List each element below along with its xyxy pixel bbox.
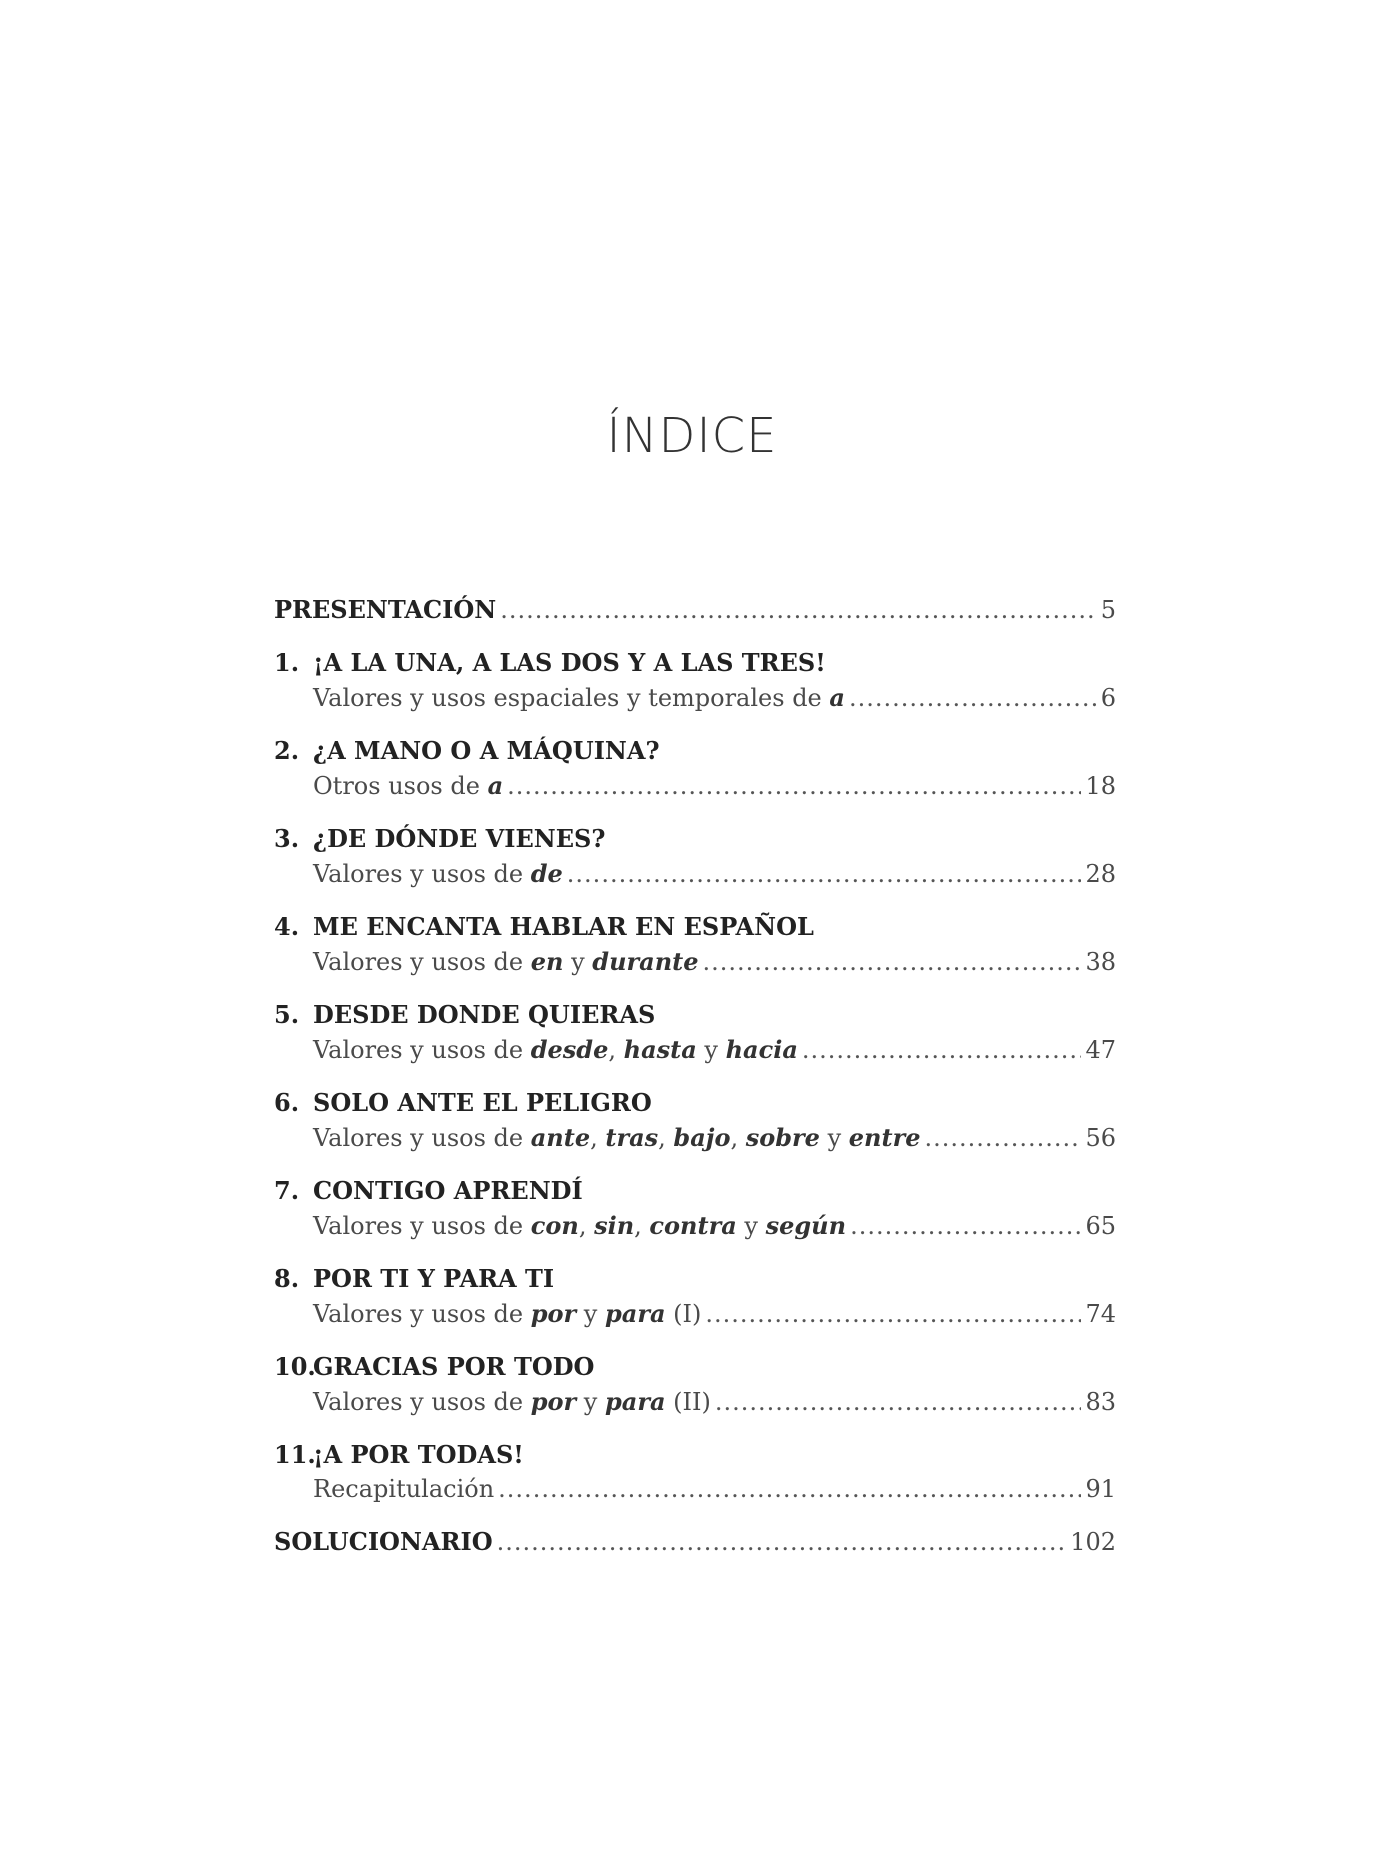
- chapter-number: 11.: [274, 1440, 316, 1469]
- chapter-subtitle: [313, 1296, 701, 1332]
- preposition: ante: [530, 1123, 591, 1152]
- chapter-subtitle: [313, 1120, 920, 1156]
- chapter-number: 4.: [274, 912, 300, 941]
- dot-leader: [705, 1297, 1081, 1332]
- toc-entry-chapter: [274, 1085, 1116, 1156]
- chapter-number: 3.: [274, 824, 300, 853]
- dot-leader: [703, 945, 1082, 980]
- toc-entry-chapter: [274, 1437, 1116, 1507]
- dot-leader: [802, 1033, 1082, 1068]
- toc-page-number: 83: [1085, 1388, 1116, 1416]
- subtitle-text: Otros usos de: [313, 772, 488, 800]
- chapter-subtitle: [313, 1384, 711, 1420]
- toc-entry-chapter: [274, 1261, 1116, 1332]
- chapter-subtitle: [313, 1032, 798, 1068]
- chapter-subtitle: [313, 680, 845, 716]
- toc-page-number: 18: [1085, 772, 1116, 800]
- subtitle-text: ,: [634, 1212, 650, 1240]
- chapter-subtitle: [313, 944, 699, 980]
- chapter-title: ¡A LA UNA, A LAS DOS Y A LAS TRES!: [313, 648, 826, 677]
- preposition: para: [605, 1387, 666, 1416]
- toc-label: PRESENTACIÓN: [274, 595, 497, 624]
- subtitle-text: Valores y usos de: [313, 860, 531, 888]
- chapter-subtitle: [313, 856, 563, 892]
- subtitle-text: Recapitulación: [313, 1475, 495, 1503]
- preposition: de: [530, 859, 563, 888]
- chapter-title: DESDE DONDE QUIERAS: [313, 1000, 656, 1029]
- toc-page-number: 47: [1085, 1036, 1116, 1064]
- preposition: a: [487, 771, 504, 800]
- chapter-title: ¡A POR TODAS!: [313, 1440, 524, 1469]
- chapter-title: CONTIGO APRENDÍ: [313, 1176, 583, 1205]
- chapter-number: 10.: [274, 1352, 316, 1381]
- subtitle-text: y: [563, 948, 593, 976]
- preposition: sobre: [745, 1123, 820, 1152]
- chapter-title: ¿DE DÓNDE VIENES?: [313, 824, 606, 853]
- chapter-number: 5.: [274, 1000, 300, 1029]
- dot-leader: [850, 1209, 1081, 1244]
- toc-page-number: 74: [1085, 1300, 1116, 1328]
- toc-page-number: 5: [1100, 596, 1116, 624]
- subtitle-text: y: [819, 1124, 849, 1152]
- dot-leader: [507, 769, 1081, 804]
- toc-entry-chapter: [274, 645, 1116, 716]
- preposition: con: [530, 1211, 579, 1240]
- chapter-number: 7.: [274, 1176, 300, 1205]
- subtitle-text: (II): [665, 1388, 711, 1416]
- subtitle-text: ,: [590, 1124, 606, 1152]
- subtitle-text: Valores y usos de: [313, 1036, 531, 1064]
- subtitle-text: Valores y usos de: [313, 948, 531, 976]
- toc-entry-chapter: [274, 997, 1116, 1068]
- preposition: para: [605, 1299, 666, 1328]
- subtitle-text: y: [696, 1036, 726, 1064]
- preposition: a: [829, 683, 845, 712]
- preposition: hasta: [623, 1035, 697, 1064]
- preposition: sin: [594, 1211, 635, 1240]
- subtitle-text: Valores y usos de: [313, 1300, 531, 1328]
- dot-leader: [924, 1121, 1081, 1156]
- toc-entry-chapter: [274, 733, 1116, 804]
- subtitle-text: (I): [665, 1300, 702, 1328]
- preposition: hacia: [725, 1035, 798, 1064]
- subtitle-text: y: [576, 1388, 605, 1416]
- subtitle-text: Valores y usos espaciales y temporales de: [313, 684, 830, 712]
- chapter-subtitle: [313, 768, 503, 804]
- toc-page-number: 6: [1100, 684, 1116, 712]
- subtitle-text: y: [736, 1212, 766, 1240]
- dot-leader: [715, 1385, 1082, 1420]
- preposition: según: [765, 1211, 847, 1240]
- chapter-subtitle: [313, 1208, 846, 1244]
- toc-entry-chapter: [274, 1173, 1116, 1244]
- subtitle-text: ,: [658, 1124, 674, 1152]
- toc-page-number: 91: [1085, 1475, 1116, 1503]
- dot-leader: [849, 681, 1097, 716]
- table-of-contents: [274, 592, 1116, 1577]
- toc-entry-chapter: [274, 909, 1116, 980]
- toc-entry-chapter: [274, 821, 1116, 892]
- toc-page-number: 28: [1085, 860, 1116, 888]
- preposition: bajo: [673, 1123, 731, 1152]
- chapter-title: ¿A MANO O A MÁQUINA?: [313, 736, 660, 765]
- chapter-number: 8.: [274, 1264, 300, 1293]
- preposition: en: [530, 947, 564, 976]
- subtitle-text: ,: [730, 1124, 746, 1152]
- preposition: contra: [649, 1211, 737, 1240]
- dot-leader: [567, 857, 1082, 892]
- chapter-title: SOLO ANTE EL PELIGRO: [313, 1088, 652, 1117]
- chapter-title: POR TI Y PARA TI: [313, 1264, 555, 1293]
- subtitle-text: Valores y usos de: [313, 1388, 531, 1416]
- subtitle-text: Valores y usos de: [313, 1212, 531, 1240]
- page-title: ÍNDICE: [606, 408, 778, 464]
- toc-page-number: 56: [1085, 1124, 1116, 1152]
- subtitle-text: ,: [578, 1212, 595, 1240]
- toc-label: SOLUCIONARIO: [274, 1527, 493, 1556]
- chapter-number: 2.: [274, 736, 300, 765]
- preposition: entre: [848, 1123, 921, 1152]
- subtitle-text: ,: [608, 1036, 624, 1064]
- chapter-title: GRACIAS POR TODO: [313, 1352, 595, 1381]
- subtitle-text: Valores y usos de: [313, 1124, 531, 1152]
- chapter-subtitle: [313, 1472, 494, 1507]
- subtitle-text: y: [576, 1300, 605, 1328]
- toc-page-number: 38: [1085, 948, 1116, 976]
- preposition: desde: [530, 1035, 609, 1064]
- dot-leader: [497, 1525, 1067, 1560]
- toc-entry-presentacion: [274, 592, 1116, 628]
- preposition: durante: [592, 947, 699, 976]
- chapter-number: 1.: [274, 648, 300, 677]
- dot-leader: [498, 1472, 1081, 1507]
- preposition: tras: [605, 1123, 659, 1152]
- dot-leader: [500, 593, 1097, 628]
- toc-entry-solucionario: [274, 1524, 1116, 1560]
- preposition: por: [530, 1387, 577, 1416]
- chapter-list: [274, 645, 1116, 1507]
- preposition: por: [530, 1299, 577, 1328]
- chapter-title: ME ENCANTA HABLAR EN ESPAÑOL: [313, 912, 814, 941]
- toc-page-number: 65: [1085, 1212, 1116, 1240]
- chapter-number: 6.: [274, 1088, 300, 1117]
- toc-entry-chapter: [274, 1349, 1116, 1420]
- toc-page-number: 102: [1070, 1528, 1116, 1556]
